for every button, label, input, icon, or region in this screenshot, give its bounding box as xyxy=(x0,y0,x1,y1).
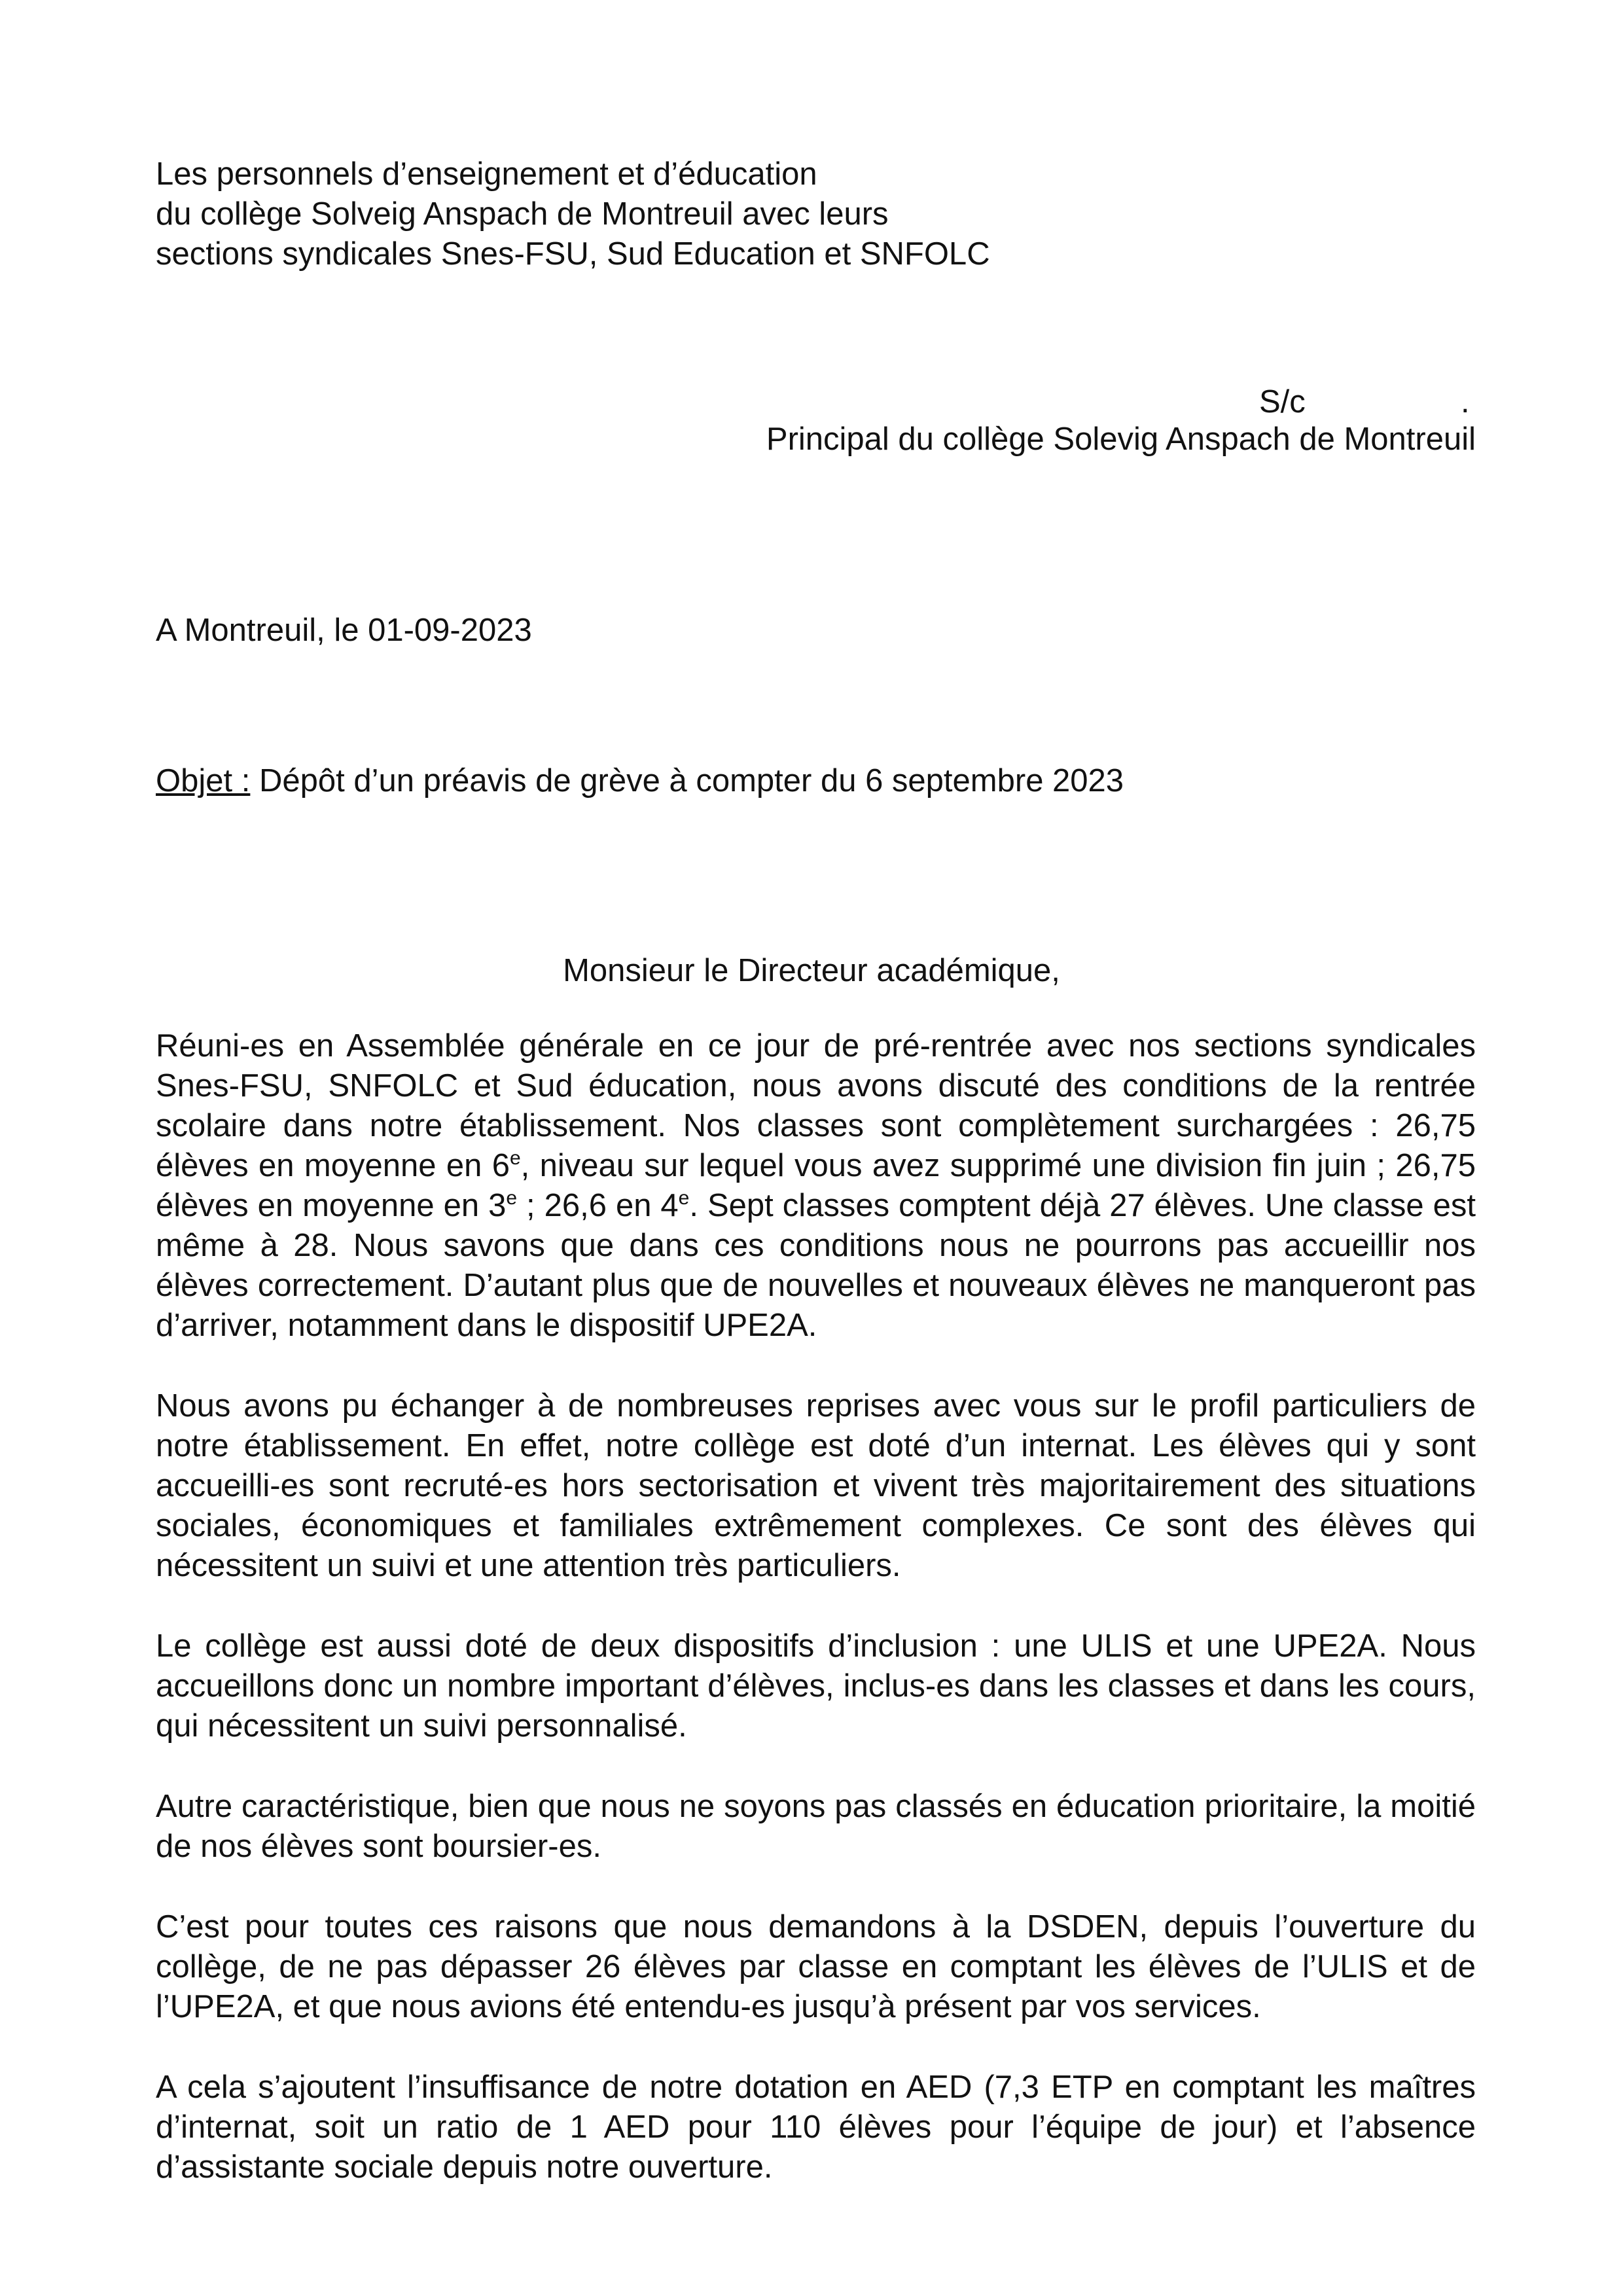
p1-superscript: e xyxy=(509,1147,521,1169)
p1-text-b: , niveau sur lequel vous avez supprimé une division fin juin ; 26,75 élèves en moyenne en 3 xyxy=(156,1148,1476,1223)
recipient-sc: S/c xyxy=(1259,384,1306,420)
body-paragraph-1 xyxy=(156,1026,1476,1346)
subject-label: Objet : xyxy=(156,763,251,798)
sender-line: du collège Solveig Anspach de Montreuil avec leurs xyxy=(156,196,889,232)
p1-superscript: e xyxy=(678,1187,690,1209)
subject-text: Dépôt d’un préavis de grève à compter du 6 septembre 2023 xyxy=(250,763,1124,798)
p1-text-a: Réuni-es en Assemblée générale en ce jour de pré-rentrée avec nos sections syndicales Snes-FSU, SNFOLC et Sud éducation, nous avons discuté des conditions de la rentrée scolaire dans notre établissement. Nos classes sont complètement surchargées : 26,75 élèves en moyenne en 6 xyxy=(156,1028,1476,1183)
sender-line: sections syndicales Snes-FSU, Sud Education et SNFOLC xyxy=(156,236,990,272)
p1-text-c: ; 26,6 en 4 xyxy=(517,1188,679,1223)
body-paragraph-5: C’est pour toutes ces raisons que nous demandons à la DSDEN, depuis l’ouverture du collège, de ne pas dépasser 26 élèves par classe en comptant les élèves de l’ULIS et de l’UPE2A, et que nous avions été entendu-es jusqu’à présent par vos services. xyxy=(156,1909,1476,2024)
body-paragraph-3: Le collège est aussi doté de deux dispositifs d’inclusion : une ULIS et une UPE2A. Nous accueillons donc un nombre important d’élèves, inclus-es dans les classes et dans les cours, qui nécessitent un suivi personnalisé. xyxy=(156,1628,1476,1744)
recipient-principal: Principal du collège Solevig Anspach de Montreuil xyxy=(766,422,1476,457)
place-date: A Montreuil, le 01-09-2023 xyxy=(156,613,532,648)
sender-line: Les personnels d’enseignement et d’éducation xyxy=(156,156,817,192)
body-paragraph-4: Autre caractéristique, bien que nous ne soyons pas classés en éducation prioritaire, la moitié de nos élèves sont boursier-es. xyxy=(156,1789,1476,1864)
salutation: Monsieur le Directeur académique, xyxy=(563,953,1060,988)
subject-line xyxy=(156,761,1124,801)
p1-text-d: . Sept classes comptent déjà 27 élèves. Une classe est même à 28. Nous savons que dans ces conditions nous ne pourrons pas accueillir nos élèves correctement. D’autant plus que de nouvelles et nouveaux élèves ne manqueront pas d’arriver, notamment dans le dispositif UPE2A. xyxy=(156,1188,1476,1343)
recipient-dot: . xyxy=(1461,384,1470,420)
body-paragraph-2: Nous avons pu échanger à de nombreuses reprises avec vous sur le profil particuliers de notre établissement. En effet, notre collège est doté d’un internat. Les élèves qui y sont accueilli-es sont recruté-es hors sectorisation et vivent très majoritairement des situations sociales, économiques et familiales extrêmement complexes. Ce sont des élèves qui nécessitent un suivi et une attention très particuliers. xyxy=(156,1388,1476,1583)
letter-body xyxy=(156,1026,1476,2228)
p1-superscript: e xyxy=(506,1187,518,1209)
body-paragraph-6: A cela s’ajoutent l’insuffisance de notre dotation en AED (7,3 ETP en comptant les maîtres d’internat, soit un ratio de 1 AED pour 110 élèves pour l’équipe de jour) et l’absence d’assistante sociale depuis notre ouverture. xyxy=(156,2070,1476,2185)
sender-block xyxy=(156,154,1268,274)
